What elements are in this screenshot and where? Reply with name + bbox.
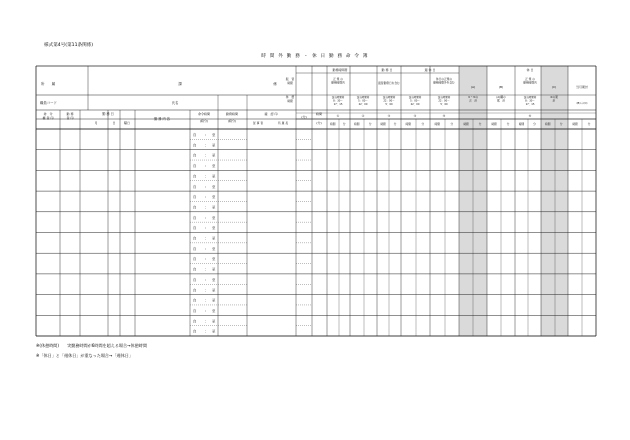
colon: : [205, 288, 207, 293]
sep-payment-label: 振 替 [285, 77, 295, 81]
rate-band-2: 22：00 [358, 103, 368, 106]
work-time-unit: (時分) [227, 119, 237, 123]
from-label: 自 [193, 133, 197, 137]
month-label: 月 [94, 121, 98, 125]
calc-c-label: (C) [551, 85, 557, 89]
minutes-subheader-1: 分 [368, 122, 372, 126]
note-holiday-overlap: ※「休日」と「週休日」が重なった場合→「週休日」 [36, 353, 133, 358]
work-time-label: 勤務時間 [225, 112, 239, 116]
within-regular-label: 勤務時間内 [331, 80, 345, 85]
from-label: 自 [193, 226, 197, 231]
colon: : [205, 215, 207, 220]
minutes-subheader-2: 分 [393, 122, 397, 126]
shade-col-c [541, 66, 568, 336]
colon: : [205, 195, 207, 200]
footnotes [36, 343, 147, 363]
colon: : [205, 143, 207, 148]
from-label: 自 [193, 205, 197, 210]
from-label: 自 [193, 153, 197, 158]
column-number-6: ⑥ [528, 114, 532, 118]
hours-subheader-1: 時間 [354, 122, 360, 126]
to-label: 至 [212, 153, 216, 158]
name-label: 氏名 [171, 101, 179, 105]
rate-band-1: 該当時間帯 [331, 96, 345, 99]
minutes-subheader-3: 分 [421, 122, 425, 126]
form-number: 様式第4号(第11条関係) [44, 43, 94, 48]
rest-regular-label: 正 規 の [525, 77, 535, 81]
category-holiday: 週 休 日 [424, 68, 436, 72]
to-label: 至 [212, 329, 216, 334]
to-label: 至 [212, 143, 216, 148]
hours-subheader-2: 時間 [380, 122, 386, 126]
rate-band-1: 8：30〜 [333, 99, 343, 103]
month-total-desc: (B)＋(C) [576, 101, 588, 105]
colon: : [205, 298, 207, 303]
category-regular-day: 勤務時間帯 [332, 68, 348, 72]
from-label: 自 [193, 298, 197, 303]
hours-subheader-6: 時間 [491, 122, 497, 126]
colon: : [205, 174, 207, 179]
worker-stamp-label: 勤 務 [66, 112, 74, 116]
to-label: 至 [212, 308, 216, 313]
from-label: 自 [193, 184, 197, 189]
rest-time-label: 休 憩 [285, 95, 295, 99]
weekday-label: 曜日 [123, 121, 131, 125]
to-label: 至 [212, 298, 216, 303]
minutes-subheader-6: 分 [506, 122, 510, 126]
commander-label: 命 令 [43, 112, 53, 116]
to-label: 至 [212, 236, 216, 241]
calc-b-desc: 累 計 [496, 98, 506, 103]
hours-subheader-4: 時間 [434, 122, 440, 126]
within-regular-label: 正 規 の [333, 77, 343, 81]
calc-c-desc: 計 [552, 98, 556, 103]
colon: : [205, 236, 207, 241]
day-label: 日 [112, 121, 116, 125]
supervisor-stamp-label: 所 属 長 [277, 121, 289, 125]
minutes-subheader-5: 分 [478, 122, 482, 126]
to-label: 至 [212, 267, 216, 272]
rate-band-5: 22：00〜 [438, 99, 450, 103]
worker-stamp-label: 者 印 [66, 116, 74, 120]
rate-band-3: 該当時間帯 [382, 96, 396, 99]
from-label: 自 [193, 319, 197, 324]
order-time-unit: (時分) [199, 119, 209, 123]
from-label: 自 [193, 329, 197, 334]
document-title: 時 間 外 勤 務 ・ 休 日 勤 務 命 令 簿 [261, 54, 369, 59]
sep-payment-label: 時間 [287, 80, 293, 85]
hours-subheader-0: 時間 [330, 122, 336, 126]
rate-band-2: 5：00〜 [358, 99, 368, 103]
from-label: 自 [193, 246, 197, 251]
rate-band-4: 22：00 [410, 103, 420, 106]
to-label: 至 [212, 205, 216, 210]
calc-a-desc: ①〜⑤の [467, 95, 479, 99]
from-label: 自 [193, 174, 197, 179]
colon: : [205, 153, 207, 158]
commander-label: 権 者 印 [42, 116, 54, 120]
colon: : [205, 267, 207, 272]
from-label: 自 [193, 195, 197, 200]
holiday-regular-label: 休日の正規の [435, 77, 453, 81]
rest-time-label: 時間 [287, 98, 293, 103]
rate-band-6: 17：15 [525, 103, 535, 106]
hours-subheader-9: 時間 [572, 122, 578, 126]
calc-a-desc: 合 計 [468, 98, 478, 103]
colon: : [205, 246, 207, 251]
from-label: 自 [193, 288, 197, 293]
month-total-label: 当月累計 [575, 85, 589, 89]
to-label: 至 [212, 184, 216, 189]
hours-subheader-8: 時間 [545, 122, 551, 126]
column-number-4: ④ [413, 114, 417, 118]
colon: : [205, 184, 207, 189]
to-label: 至 [212, 215, 216, 220]
minutes-subheader-4: 分 [450, 122, 454, 126]
rate-band-2: 該当時間帯 [356, 96, 370, 99]
column-number-2: ② [361, 114, 365, 118]
colon: : [205, 164, 207, 169]
category-work-day: 勤 務 日 [381, 68, 393, 72]
from-label: 自 [193, 143, 197, 148]
colon: : [205, 308, 207, 313]
note-rest-time: ※(休憩時間) 実勤務時間が6時間を超える場合→休憩時間 [36, 343, 147, 348]
from-label: 自 [193, 308, 197, 313]
to-label: 至 [212, 246, 216, 251]
colon: : [205, 205, 207, 210]
employee-stamp-label: 従 事 者 [252, 121, 264, 125]
minutes-subheader-0: 分 [342, 122, 346, 126]
from-label: 自 [193, 236, 197, 241]
colon: : [205, 329, 207, 334]
work-date-label: 勤 務 日 [102, 112, 114, 116]
minutes-unit-2: (分) [316, 121, 322, 125]
colon: : [205, 277, 207, 282]
staff-code-label: 職員コード [40, 101, 57, 105]
calc-a-label: (A) [470, 85, 476, 89]
to-label: 至 [212, 164, 216, 169]
to-label: 至 [212, 277, 216, 282]
rate-band-6: 該当時間帯 [523, 96, 537, 99]
from-label: 自 [193, 267, 197, 272]
column-number-5: ⑤ [442, 114, 446, 118]
to-label: 至 [212, 288, 216, 293]
minutes-subheader-8: 分 [559, 122, 563, 126]
rate-band-1: 17：15 [333, 103, 343, 106]
minutes-unit: (分) [301, 115, 307, 119]
category-rest-day: 休 日 [526, 68, 534, 72]
to-label: 至 [212, 257, 216, 262]
unit-label: 係 [273, 82, 277, 86]
column-number-3: ③ [387, 114, 391, 118]
from-label: 自 [193, 164, 197, 169]
hours-cell: 時間 [315, 112, 323, 116]
section-label: 課 [178, 82, 182, 86]
hours-subheader-3: 時間 [405, 122, 411, 126]
to-label: 至 [212, 195, 216, 200]
from-label: 自 [193, 215, 197, 220]
work-content-label: 勤 務 内 容 [154, 117, 170, 121]
confirm-stamp-label: 確 認 印 [264, 112, 278, 116]
rate-band-5: 5：00 [440, 103, 448, 106]
order-time-label: 命令時間 [197, 112, 211, 116]
colon: : [205, 319, 207, 324]
minutes-subheader-7: 分 [533, 122, 536, 126]
colon: : [205, 257, 207, 262]
hours-subheader-5: 時間 [463, 122, 469, 126]
rest-regular-label: 勤務時間内 [523, 80, 537, 85]
calc-c-desc: ⑥の累 [550, 95, 558, 99]
column-number-1: ① [336, 114, 340, 118]
rate-band-4: 5：00〜 [410, 99, 420, 103]
holiday-regular-label: 勤務時間外を含む [433, 80, 455, 85]
to-label: 至 [212, 133, 216, 137]
rate-band-3: 5：00 [385, 103, 393, 106]
calc-b-desc: (A)欄の [496, 95, 506, 99]
within-regular-2-label: 振替勤務日を含む [378, 81, 400, 85]
colon: : [205, 133, 207, 137]
to-label: 至 [212, 226, 216, 231]
to-label: 至 [212, 174, 216, 179]
minutes-subheader-9: 分 [587, 122, 591, 126]
to-label: 至 [212, 319, 216, 324]
calc-b-label: (B) [498, 85, 504, 89]
rate-band-3: 22：00〜 [383, 99, 395, 103]
rate-band-6: 8：30〜 [525, 99, 535, 103]
rate-band-4: 該当時間帯 [408, 96, 422, 99]
rate-band-5: 該当時間帯 [437, 96, 451, 99]
from-label: 自 [193, 257, 197, 262]
from-label: 自 [193, 277, 197, 282]
colon: : [205, 226, 207, 231]
hours-subheader-7: 時間 [518, 122, 525, 126]
division-label: 所 属 [40, 82, 56, 86]
